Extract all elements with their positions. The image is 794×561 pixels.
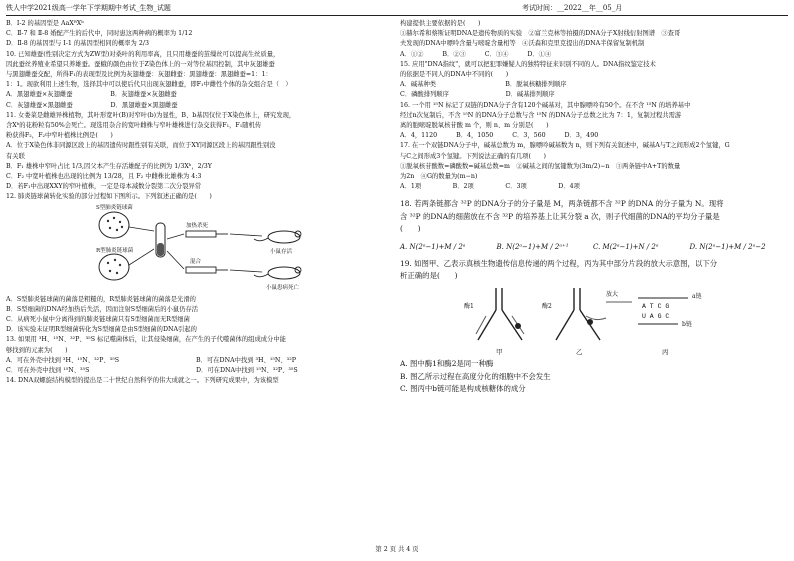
label-bing: 丙: [662, 348, 669, 357]
text-line: 粉获得F₂，F₂中窄叶植株比例是( ): [6, 132, 113, 140]
text-line: 与C之间形成3个氢键。下列说法正确的有几项( ): [400, 152, 546, 160]
label-jia: 甲: [496, 348, 503, 357]
right-column: [400, 19, 786, 396]
text-line: 含Xᵇ的花粉粒有50%会死亡。现选用杂合的宽叶雌株与窄叶雄株进行杂交获得F₁，F₁随机传: [6, 122, 262, 130]
option-line: A．黑翅雄蚕×灰翅雌蚕 B．灰翅雄蚕×灰翅雌蚕: [6, 91, 177, 99]
q13-options-row: [6, 356, 386, 366]
text-line: 够找到的元素为( ): [6, 346, 68, 354]
option-b: B．可在DNA中找到 ³H、¹⁵N、³²P: [196, 356, 296, 364]
label-mouse-dead: 小鼠患病死亡: [266, 284, 300, 291]
option-line: 有关联: [6, 152, 25, 160]
option-line: D．该实验未证明R型细菌转化为S型细菌是由S型细菌的DNA引起的: [6, 326, 197, 334]
option-d: D．可在DNA中找到 ¹⁵N、³²P、³⁵S: [196, 367, 298, 375]
question-11: 11. 女娄菜是雌雄异株植物，其叶形宽叶(B)对窄叶(b)为显性，B、b基因仅位于X染色体上，研究发现，: [6, 111, 296, 119]
seq-bottom: U A G C: [642, 313, 670, 321]
q13-options-row: [6, 366, 386, 376]
option-a: A. N(2ᵃ−1)+M / 2ᵃ: [400, 242, 466, 251]
question-12: 12. 肺炎链球菌转化实验的部分过程如下图所示。下列叙述正确的是( ): [6, 193, 212, 201]
option-line: C．F₂ 中宽叶植株也出现的比例为 13/28，且 F₂ 中雌株比雄株为 4:3: [6, 173, 202, 181]
option-line: B．F₁ 雄株中窄叶占比 1/3,因父本产生存活雄配子的比例为 1/3Xᵇ，2/3Y: [6, 162, 212, 170]
option-a: A．可在外壳中找到 ³H、¹⁵N、³²P、³⁵S: [6, 356, 120, 364]
seq-top: A T C G: [642, 303, 670, 311]
question-10: 10. 已知雄蚕(性别决定方式为ZW型)对桑叶的利用率高，且只用雄蚕的茧缫丝可以提高生丝质量，: [6, 50, 280, 58]
label-r-strain: R型肺炎链球菌: [96, 247, 134, 254]
page-footer: 第 2 页 共 4 页: [375, 546, 419, 553]
text-line: 离的胞嘧啶脱氧核苷酸 m 个，则 n、m 分别是( ): [400, 122, 549, 130]
question-16: 16. 一个用 ¹⁵N 标记了双链的DNA分子含有120个碱基对，其中腺嘌呤有50个。在不含 ¹⁵N 的培养基中: [400, 101, 691, 109]
option-line: A．位于X染色体非同源区段上的基因遗传时跟性别有关联，而位于XY同源区段上的基因跟性别没: [6, 142, 276, 150]
option-line: C．灰翅雄蚕×黑翅雌蚕 D．黑翅雄蚕×黑翅雌蚕: [6, 101, 178, 109]
replication-figure: [400, 282, 786, 358]
option-line: A．碱基种类 B．脱氧核糖排列顺序: [400, 81, 567, 89]
option-d: D. N(2ᵃ−1)+M / 2ᵃ−2: [689, 242, 766, 251]
option-line: C．磷酸排列顺序 D．碱基排列顺序: [400, 91, 555, 99]
option-c: C. M(2ᵃ−1)+N / 2ᵃ: [593, 242, 659, 251]
label-yi: 乙: [576, 348, 583, 357]
option-line: B. 图乙所示过程在高度分化的细胞中不会发生: [400, 371, 551, 381]
question-15: 15. 应用"DNA指纹"，就可以把犯罪嫌疑人的独特特征来识别不同的人。DNA指纹鉴定技术: [400, 60, 656, 68]
label-chain-b: b链: [682, 321, 692, 329]
label-mix: 混合: [190, 258, 202, 265]
question-19: 19. 如图甲、乙表示真核生物遗传信息传递的两个过程，丙为其中部分片段的放大示意图，以下分: [400, 258, 718, 268]
label-magnify: 放大: [606, 291, 619, 299]
option-line: A. 图中酶1和酶2是同一种酶: [400, 359, 494, 369]
text-line: ①脱氧核苷酸数=磷酸数=碱基总数=m ②碱基之间的氢键数为(3m/2)−n ③两条链中A+T的数量: [400, 162, 681, 170]
replication-diagram: [456, 282, 756, 358]
text-line: 1：1。现欲利用上述生物，选择其中可以使后代只出现灰翅雌蚕，即F₁中雌性个体的杂交组合是（ ）: [6, 81, 292, 89]
text-line: C．Ⅱ-7 和 Ⅱ-8 婚配产生的后代中，同时患这两种病的概率为 1/12: [6, 30, 193, 38]
option-line: D．若F₁中出现XXY的窄叶植株，一定是母本减数分裂第二次分裂异常: [6, 183, 202, 191]
question-14: 14. DNA双螺旋结构模型的提出是二十世纪自然科学的伟大成就之一。下列研究成果中，为该模型: [6, 377, 279, 385]
label-heat: 加热杀死: [186, 222, 209, 229]
text-line: ( ): [400, 224, 421, 234]
text-line: 与黑翅雌蚕交配，所得F₁的表现型及比例为灰翅雄蚕：灰翅雌蚕：黑翅雄蚕：黑翅雌蚕=1：1：: [6, 71, 272, 79]
text-line: 含 ³²P 的DNA的细菌放在不含 ³²P 的培养基上让其分裂 a 次，则子代细菌的DNA的平均分子量是: [400, 211, 720, 221]
option-line: B．S型细菌的DNA经加热后失活，因而注射S型细菌后的小鼠仍存活: [6, 305, 199, 313]
question-13: 13. 如果用 ³H、¹⁵N、³²P、³⁵S 标记噬菌体后，让其侵染细菌，在产生的子代噬菌体的组成成分中能: [6, 336, 286, 344]
text-line: ①赫尔希和蔡斯证明DNA是遗传物质的实验 ②富兰克林等拍摄的DNA分子X射线衍射图谱 ③查哥: [400, 30, 681, 38]
question-18: 18. 若两条链都含 ³²P 的DNA分子的分子量是 M，两条链都不含 ³²P 的DNA 的分子量为 N。现将: [400, 199, 724, 209]
option-line: A．S型肺炎链球菌的菌落是粗糙的，R型肺炎链球菌的菌落是光滑的: [6, 295, 196, 303]
text-line: 的依据是不同人的DNA中不同的( ): [400, 71, 509, 79]
label-mouse-alive: 小鼠存活: [270, 248, 293, 255]
label-enzyme1: 酶1: [464, 303, 474, 311]
text-line: B．Ⅰ-2 的基因型是 AaXᴮXᵇ: [6, 20, 84, 27]
option-line: C．从病死小鼠中分离得到的肺炎链球菌只有S型细菌而无R型细菌: [6, 316, 190, 324]
option-b: B. N(2ᵃ−1)+M / 2ᵃ⁺¹: [496, 242, 569, 251]
transformation-diagram: [94, 203, 324, 295]
header-rule: [6, 15, 788, 16]
exam-title: 铁人中学2021级高一学年下学期期中考试_生物_试题: [6, 4, 171, 12]
text-line: 因此蚕丝养殖业希望只养雄蚕。蚕蛾的颜色由位于Z染色体上的一对等位基因控制，其中灰翅雄蚕: [6, 60, 275, 68]
label-chain-a: a链: [692, 293, 702, 301]
option-line: A．4，1120 B．4，1050 C．3，560 D．3，490: [400, 132, 599, 140]
text-line: D．Ⅱ-8 的基因型与 Ⅰ-1 的基因型相同的概率为 2/3: [6, 40, 149, 48]
option-line: A．①② B．②③ C．③④ D．①④: [400, 50, 552, 58]
q18-options-row: [400, 236, 786, 258]
text-line: 析正确的是( ): [400, 271, 458, 281]
exam-time: 考试时间：__2022__年__05_月: [522, 4, 623, 12]
option-line: A．1项 B．2项 C．3项 D．4项: [400, 183, 580, 191]
text-line: 夫发现的DNA中嘌呤含量与嘧啶含量相等 ④沃森和克里克提出的DNA半保留复制机制: [400, 40, 645, 48]
option-line: C. 图丙中b链可能是构成核糖体的成分: [400, 384, 526, 394]
text-line: 构建提供主要依据的是( ): [400, 20, 481, 27]
option-c: C．可在外壳中找到 ¹⁵N、³⁵S: [6, 367, 90, 375]
label-enzyme2: 酶2: [542, 303, 552, 311]
text-line: 经过n次复制后，不含 ¹⁵N 的DNA分子总数与含 ¹⁵N 的DNA分子总数之比为 7：1，复制过程共需游: [400, 111, 682, 119]
label-s-strain: S型肺炎链球菌: [96, 204, 133, 211]
transformation-figure: [6, 203, 386, 295]
text-line: 为2n ④G的数量为(m−n): [400, 173, 478, 181]
left-column: [6, 19, 386, 386]
question-17: 17. 在一个双链DNA分子中，碱基总数为 m，腺嘌呤碱基数为 n，则下列有关叙述中，碱基A与T之间形成2个氢键，G: [400, 142, 730, 150]
